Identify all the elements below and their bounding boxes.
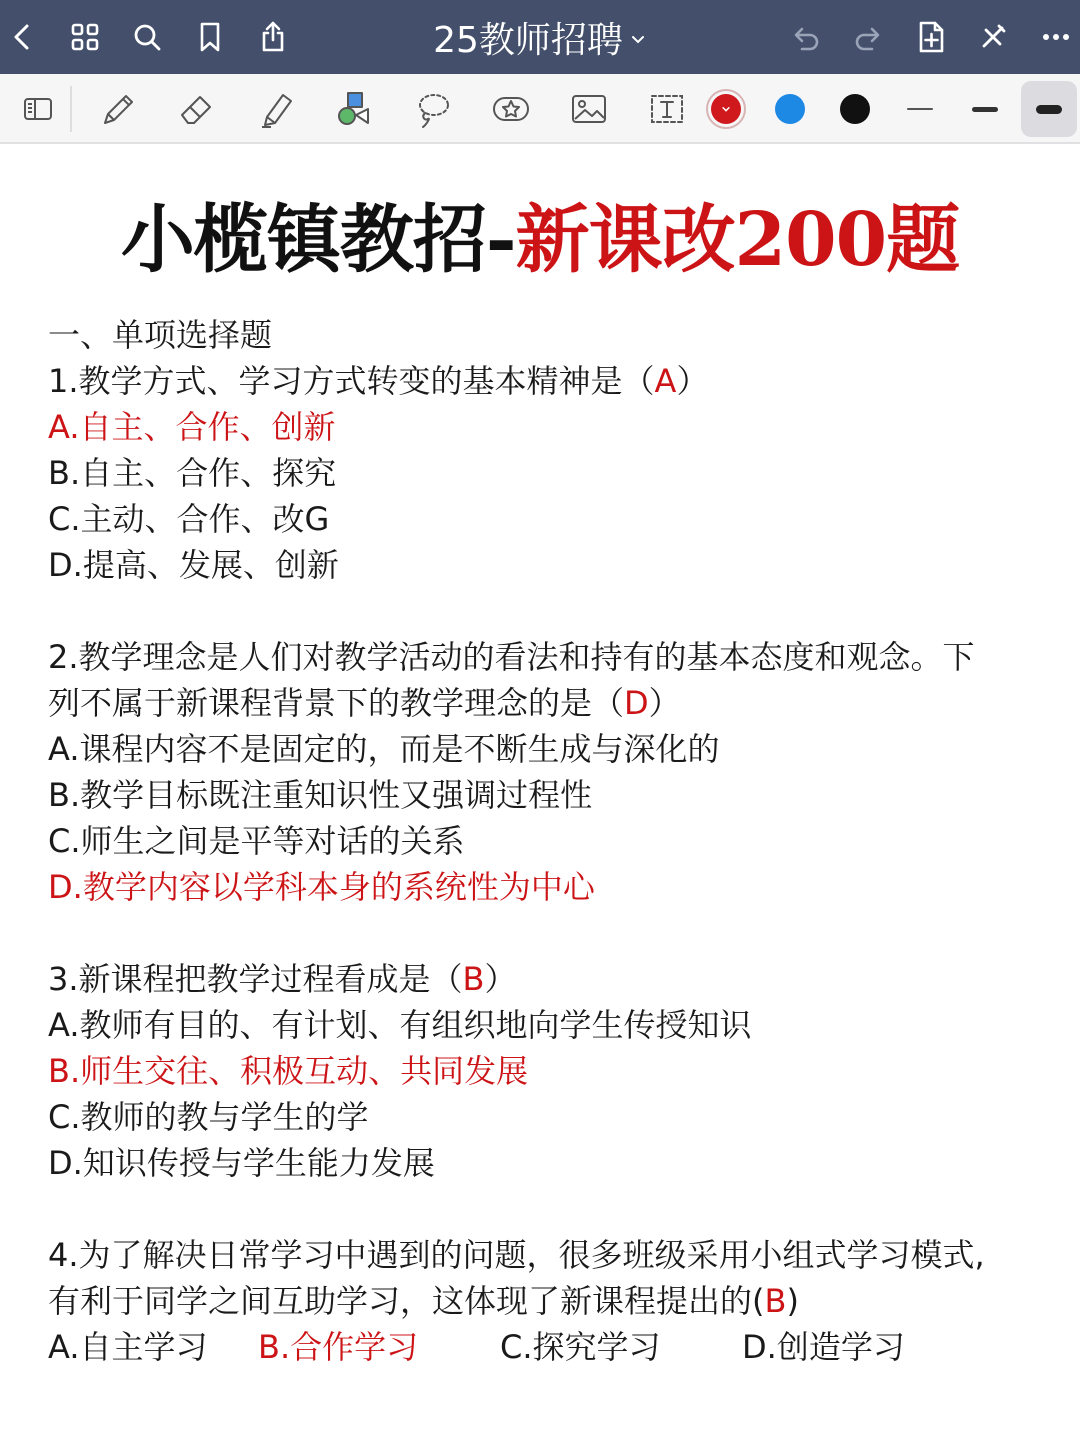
color-black-swatch[interactable] [827, 81, 883, 137]
question-3-answer: B [462, 960, 485, 998]
close-icon [975, 19, 1011, 55]
question-2-option-d: D.教学内容以学科本身的系统性为中心 [48, 868, 595, 906]
sticker-icon [489, 87, 533, 131]
text-box-tool[interactable] [639, 81, 695, 137]
stroke-thin-line [907, 108, 933, 110]
highlighter-tool[interactable] [247, 81, 303, 137]
question-4-option-c: C.探究学习 [500, 1328, 661, 1366]
question-1-option-d: D.提高、发展、创新 [48, 546, 339, 584]
question-2-option-b: B.教学目标既注重知识性又强调过程性 [48, 776, 593, 814]
search-icon [129, 19, 165, 55]
lasso-icon [411, 87, 455, 131]
question-2-option-c: C.师生之间是平等对话的关系 [48, 822, 465, 860]
stroke-thin-option[interactable] [892, 81, 948, 137]
sidebar-toggle-icon [16, 87, 60, 131]
section-heading: 一、单项选择题 [48, 316, 273, 354]
heading-black-part: 小榄镇教招- [120, 197, 516, 283]
stroke-thick-option[interactable] [1021, 81, 1077, 137]
bookmark-icon [192, 19, 228, 55]
question-1-option-a: A.自主、合作、创新 [48, 408, 336, 446]
eraser-icon [174, 87, 218, 131]
question-4-answer: B [764, 1282, 787, 1320]
question-3-option-a: A.教师有目的、有计划、有组织地向学生传授知识 [48, 1006, 752, 1044]
grid-icon [67, 19, 103, 55]
question-3-option-c: C.教师的教与学生的学 [48, 1098, 369, 1136]
red-color-dot [711, 94, 741, 124]
pen-icon [95, 87, 139, 131]
pen-tool[interactable] [89, 81, 145, 137]
question-2-option-a: A.课程内容不是固定的，而是不断生成与深化的 [48, 730, 720, 768]
image-tool[interactable] [561, 81, 617, 137]
shapes-tool[interactable] [326, 81, 382, 137]
chevron-down-icon [629, 31, 647, 49]
eraser-tool[interactable] [168, 81, 224, 137]
question-1-answer: A [654, 362, 677, 400]
top-navigation-bar [0, 0, 1080, 74]
black-color-dot [840, 94, 870, 124]
question-2-answer: D [624, 684, 649, 722]
question-2-stem-line2: 列不属于新课程背景下的教学理念的是（D） [48, 684, 681, 722]
question-1-option-c: C.主动、合作、改G [48, 500, 330, 538]
highlighter-icon [253, 87, 297, 131]
bookmark-button[interactable] [182, 9, 238, 65]
sticker-tool[interactable] [483, 81, 539, 137]
question-4-option-d: D.创造学习 [742, 1328, 905, 1366]
question-4-stem-line2: 有利于同学之间互助学习，这体现了新课程提出的(B) [48, 1282, 799, 1320]
undo-button[interactable] [778, 9, 834, 65]
undo-icon [788, 19, 824, 55]
close-edit-button[interactable] [965, 9, 1021, 65]
add-page-button[interactable] [903, 9, 959, 65]
back-icon [4, 19, 40, 55]
question-4-options [48, 1324, 1048, 1370]
shapes-icon [332, 87, 376, 131]
text-box-icon [645, 87, 689, 131]
drawing-toolbar [0, 74, 1080, 144]
stroke-thick-line [1036, 105, 1062, 114]
stroke-medium-line [972, 107, 998, 112]
grid-view-button[interactable] [57, 9, 113, 65]
add-page-icon [913, 19, 949, 55]
heading-red-part: 新课改200题 [515, 197, 960, 283]
document-title: 25教师招聘 [433, 19, 623, 61]
chevron-down-icon [721, 104, 731, 114]
blue-color-dot [775, 94, 805, 124]
more-icon [1038, 19, 1074, 55]
question-4-option-a: A.自主学习 [48, 1328, 208, 1366]
question-1-option-b: B.自主、合作、探究 [48, 454, 337, 492]
question-3-option-d: D.知识传授与学生能力发展 [48, 1144, 435, 1182]
document-title-dropdown[interactable] [433, 12, 647, 63]
question-4-stem-line1: 4.为了解决日常学习中遇到的问题，很多班级采用小组式学习模式, [48, 1236, 985, 1274]
question-1-stem: 1.教学方式、学习方式转变的基本精神是（A） [48, 362, 709, 400]
color-blue-swatch[interactable] [762, 81, 818, 137]
back-button[interactable] [0, 9, 50, 65]
question-3-stem: 3.新课程把教学过程看成是（B） [48, 960, 517, 998]
search-button[interactable] [119, 9, 175, 65]
share-button[interactable] [245, 9, 301, 65]
stroke-medium-option[interactable] [957, 81, 1013, 137]
question-4-option-b: B.合作学习 [258, 1328, 419, 1366]
redo-button[interactable] [840, 9, 896, 65]
redo-icon [850, 19, 886, 55]
question-3-option-b: B.师生交往、积极互动、共同发展 [48, 1052, 529, 1090]
lasso-tool[interactable] [405, 81, 461, 137]
toolbar-divider [70, 86, 72, 132]
image-icon [567, 87, 611, 131]
share-icon [255, 19, 291, 55]
color-red-swatch[interactable] [698, 81, 754, 137]
sidebar-toggle-button[interactable] [10, 81, 66, 137]
document-heading [0, 194, 1080, 286]
question-2-stem-line1: 2.教学理念是人们对教学活动的看法和持有的基本态度和观念。下 [48, 638, 975, 676]
more-button[interactable] [1028, 9, 1080, 65]
question-list [48, 312, 1048, 1370]
